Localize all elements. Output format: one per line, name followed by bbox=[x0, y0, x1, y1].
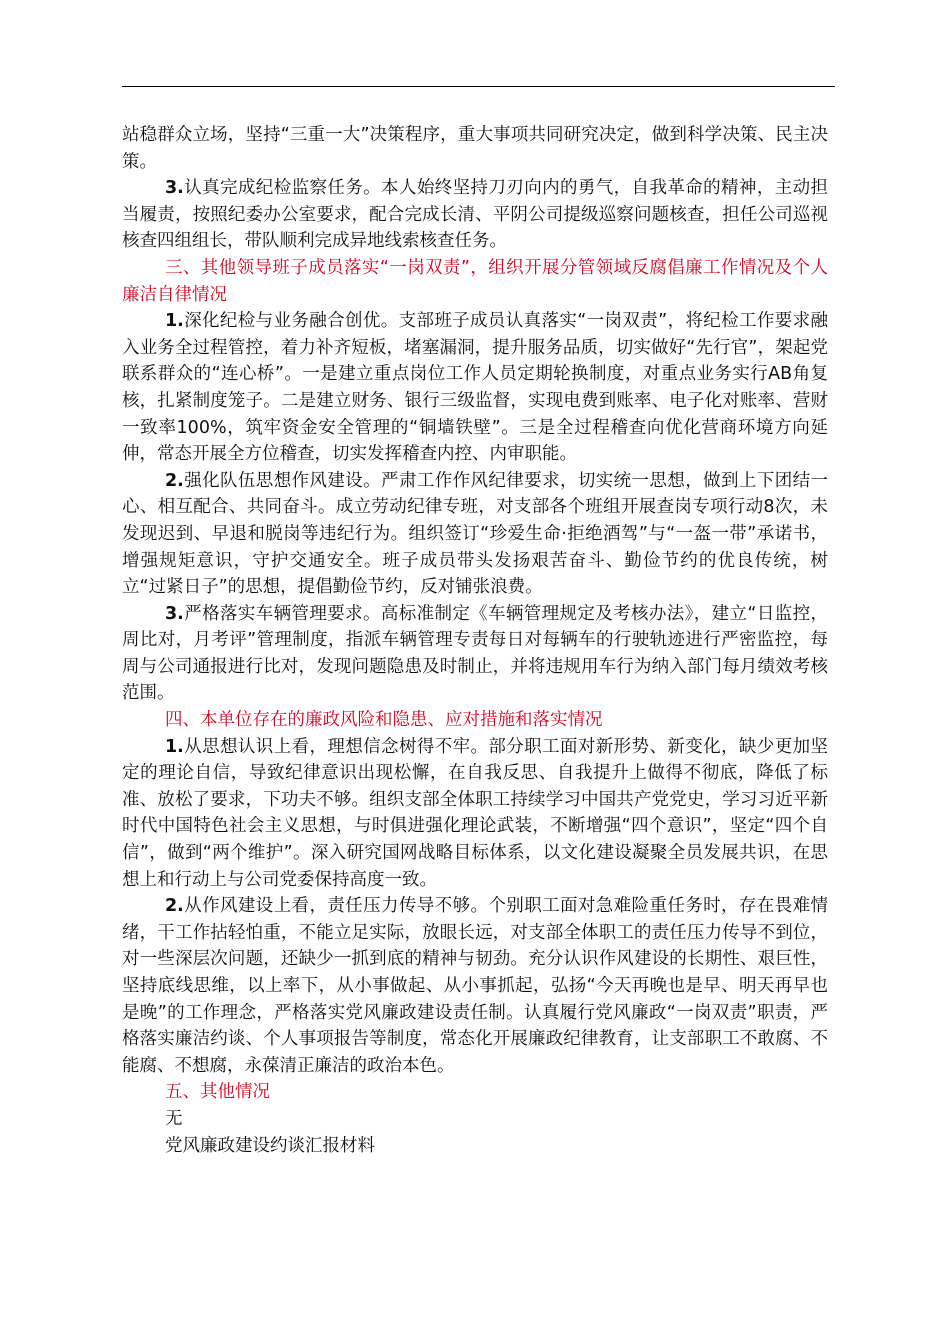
paragraph-item-3-vehicles bbox=[122, 601, 828, 707]
item-number: 2. bbox=[165, 896, 184, 917]
item-number: 3. bbox=[165, 603, 184, 624]
document-body bbox=[122, 122, 828, 1159]
paragraph-item-2-work-style bbox=[122, 893, 828, 1079]
section-heading-4: 四、本单位存在的廉政风险和隐患、应对措施和落实情况 bbox=[165, 710, 603, 731]
paragraph-text: 从思想认识上看，理想信念树得不牢。部分职工面对新形势、新变化，缺少更加坚定的理论自信，导致纪律意识出现松懈，在自我反思、自我提升上做得不彻底，降低了标准、放松了要求，下功夫不够。组织支部全体职工持续学习中国共产党党史，学习习近平新时代中国特色社会主义思想，与时俱进强化理论武装，不断增强“四个意识”，坚定“四个自信”，做到“两个维护”。深入研究国网战略目标体系，以文化建设凝聚全员发展共识，在思想上和行动上与公司党委保持高度一致。 bbox=[122, 736, 828, 890]
paragraph-text: 严格落实车辆管理要求。高标准制定《车辆管理规定及考核办法》，建立“日监控，周比对，月考评”管理制度，指派车辆管理专责每日对每辆车的行驶轨迹进行严密监控，每周与公司通报进行比对，发现问题隐患及时制止，并将违规用车行为纳入部门每月绩效考核范围。 bbox=[122, 603, 828, 704]
paragraph-item-1-integration bbox=[122, 308, 828, 468]
document-title-footer: 党风廉政建设约谈汇报材料 bbox=[165, 1135, 375, 1156]
paragraph-item-2-team-style bbox=[122, 468, 828, 601]
paragraph-continued bbox=[122, 122, 828, 175]
paragraph-text: 强化队伍思想作风建设。严肃工作作风纪律要求，切实统一思想，做到上下团结一心、相互配合、共同奋斗。成立劳动纪律专班，对支部各个班组开展查岗专项行动8次，未发现迟到、早退和脱岗等违纪行为。组织签订“珍爱生命·拒绝酒驾”与“一盔一带”承诺书，增强规矩意识，守护交通安全。班子成员带头发扬艰苦奋斗、勤俭节约的优良传统，树立“过紧日子”的思想，提倡勤俭节约，反对铺张浪费。 bbox=[122, 470, 828, 598]
paragraph-text: 深化纪检与业务融合创优。支部班子成员认真落实“一岗双责”，将纪检工作要求融入业务全过程管控，着力补齐短板，堵塞漏洞，提升服务品质，切实做好“先行官”，架起党联系群众的“连心桥”。一是建立重点岗位工作人员定期轮换制度，对重点业务实行AB角复核，扎紧制度笼子。二是建立财务、银行三级监督，实现电费到账率、电子化对账率、营财一致率100%，筑牢资金安全管理的“铜墙铁壁”。三是全过程稽查向优化营商环境方向延伸，常态开展全方位稽查，切实发挥稽查内控、内审职能。 bbox=[122, 311, 828, 465]
paragraph-text: 从作风建设上看，责任压力传导不够。个别职工面对急难险重任务时，存在畏难情绪，干工作拈轻怕重，不能立足实际，放眼长远，对支部全体职工的责任压力传导不到位，对一些深层次问题，还缺少一抓到底的精神与韧劲。充分认识作风建设的长期性、艰巨性，坚持底线思维，以上率下，从小事做起、从小事抓起，弘扬“今天再晚也是早、明天再早也是晚”的工作理念，严格落实党风廉政建设责任制。认真履行党风廉政“一岗双责”职责，严格落实廉洁约谈、个人事项报告等制度，常态化开展廉政纪律教育，让支部职工不敢腐、不能腐、不想腐，永葆清正廉洁的政治本色。 bbox=[122, 896, 828, 1076]
item-number: 3. bbox=[165, 178, 184, 199]
item-number: 1. bbox=[165, 736, 184, 757]
paragraph-text: 认真完成纪检监察任务。本人始终坚持刀刃向内的勇气，自我革命的精神，主动担当履责，按照纪委办公室要求，配合完成长清、平阴公司提级巡察问题核查，担任公司巡视核查四组组长，带队顺利完成异地线索核查任务。 bbox=[122, 178, 828, 252]
item-number: 2. bbox=[165, 470, 184, 491]
paragraph-item-3-inspection bbox=[122, 175, 828, 255]
paragraph-text: 站稳群众立场，坚持“三重一大”决策程序，重大事项共同研究决定，做到科学决策、民主决策。 bbox=[122, 125, 828, 172]
item-number: 1. bbox=[165, 311, 184, 332]
section-heading-3: 三、其他领导班子成员落实“一岗双责”，组织开展分管领域反腐倡廉工作情况及个人廉洁自律情况 bbox=[122, 257, 828, 305]
paragraph-item-1-ideology bbox=[122, 734, 828, 894]
section-heading-5: 五、其他情况 bbox=[165, 1082, 270, 1103]
header-rule bbox=[122, 86, 835, 87]
paragraph-none: 无 bbox=[165, 1108, 183, 1129]
